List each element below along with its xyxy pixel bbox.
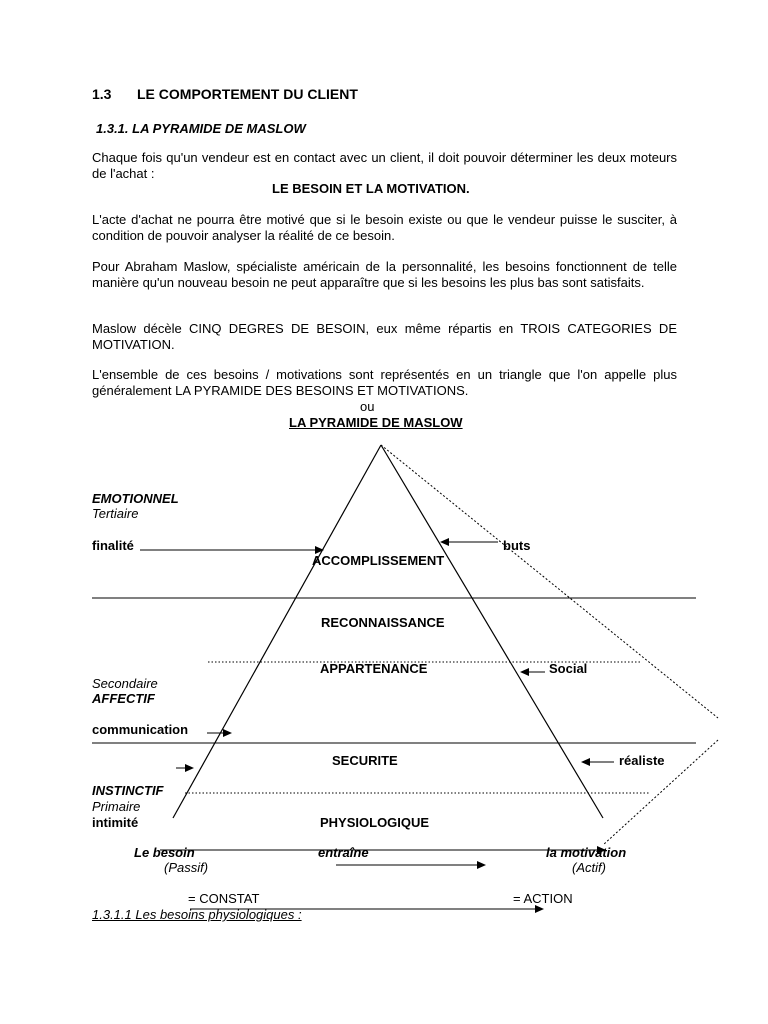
paragraph-4: Maslow décèle CINQ DEGRES DE BESOIN, eux même répartis en TROIS CATEGORIES DE MOTIVATION. bbox=[92, 321, 677, 352]
section-title: LE COMPORTEMENT DU CLIENT bbox=[137, 86, 358, 102]
label-tertiaire: Tertiaire bbox=[92, 506, 139, 521]
paragraph-2: L'acte d'achat ne pourra être motivé que si le besoin existe ou que le vendeur puisse le susciter, à condition de pouvoir analyser la réalité de ce besoin. bbox=[92, 212, 677, 243]
level-reconnaissance: RECONNAISSANCE bbox=[321, 615, 445, 630]
paragraph-1-emphasis: LE BESOIN ET LA MOTIVATION. bbox=[272, 181, 470, 196]
subsection-title: 1.3.1. LA PYRAMIDE DE MASLOW bbox=[96, 121, 306, 136]
level-securite: SECURITE bbox=[332, 753, 398, 768]
level-physiologique: PHYSIOLOGIQUE bbox=[320, 815, 430, 830]
label-entraine: entraîne bbox=[318, 845, 369, 860]
label-emotionnel: EMOTIONNEL bbox=[92, 491, 179, 506]
label-action: = ACTION bbox=[513, 891, 573, 906]
pyramid-right-side bbox=[381, 445, 603, 818]
label-intimite: intimité bbox=[92, 815, 139, 830]
label-primaire: Primaire bbox=[92, 799, 141, 814]
label-buts: buts bbox=[503, 538, 531, 553]
next-heading: 1.3.1.1 Les besoins physiologiques : bbox=[92, 907, 302, 922]
level-appartenance: APPARTENANCE bbox=[320, 661, 428, 676]
diagram-title: LA PYRAMIDE DE MASLOW bbox=[289, 415, 463, 430]
projection-top-line bbox=[381, 445, 718, 718]
label-actif: (Actif) bbox=[572, 860, 606, 875]
label-secondaire: Secondaire bbox=[92, 676, 158, 691]
label-communication: communication bbox=[92, 722, 189, 737]
level-accomplissement: ACCOMPLISSEMENT bbox=[312, 553, 445, 568]
or-label: ou bbox=[360, 399, 375, 414]
section-number: 1.3 bbox=[92, 86, 112, 102]
arrow-realiste-head bbox=[581, 758, 590, 766]
arrow-buts-head bbox=[440, 538, 449, 546]
arrow-instinctif-head bbox=[185, 764, 194, 772]
arrow-social-head bbox=[520, 668, 529, 676]
label-passif: (Passif) bbox=[164, 860, 209, 875]
label-instinctif: INSTINCTIF bbox=[92, 783, 164, 798]
label-finalite: finalité bbox=[92, 538, 134, 553]
paragraph-1: Chaque fois qu'un vendeur est en contact avec un client, il doit pouvoir déterminer les deux moteurs de l'achat : bbox=[92, 150, 677, 181]
label-besoin: Le besoin bbox=[134, 845, 195, 860]
paragraph-5: L'ensemble de ces besoins / motivations sont représentés en un triangle que l'on appelle plus généralement LA PYRAMIDE DES BESOINS ET MOTIVATIONS. bbox=[92, 367, 677, 398]
label-social: Social bbox=[549, 661, 588, 676]
paragraph-3: Pour Abraham Maslow, spécialiste américain de la personnalité, les besoins fonctionnent de telle manière qu'un nouveau besoin ne peut apparaître que si les besoins les plus bas sont satisfaits. bbox=[92, 259, 677, 290]
arrow-constat-action-head bbox=[535, 905, 544, 913]
label-affectif: AFFECTIF bbox=[92, 691, 155, 706]
label-realiste: réaliste bbox=[619, 753, 665, 768]
label-motivation: la motivation bbox=[546, 845, 627, 860]
label-constat: = CONSTAT bbox=[188, 891, 260, 906]
arrow-passif-actif-head bbox=[477, 861, 486, 869]
arrow-communication-head bbox=[223, 729, 232, 737]
